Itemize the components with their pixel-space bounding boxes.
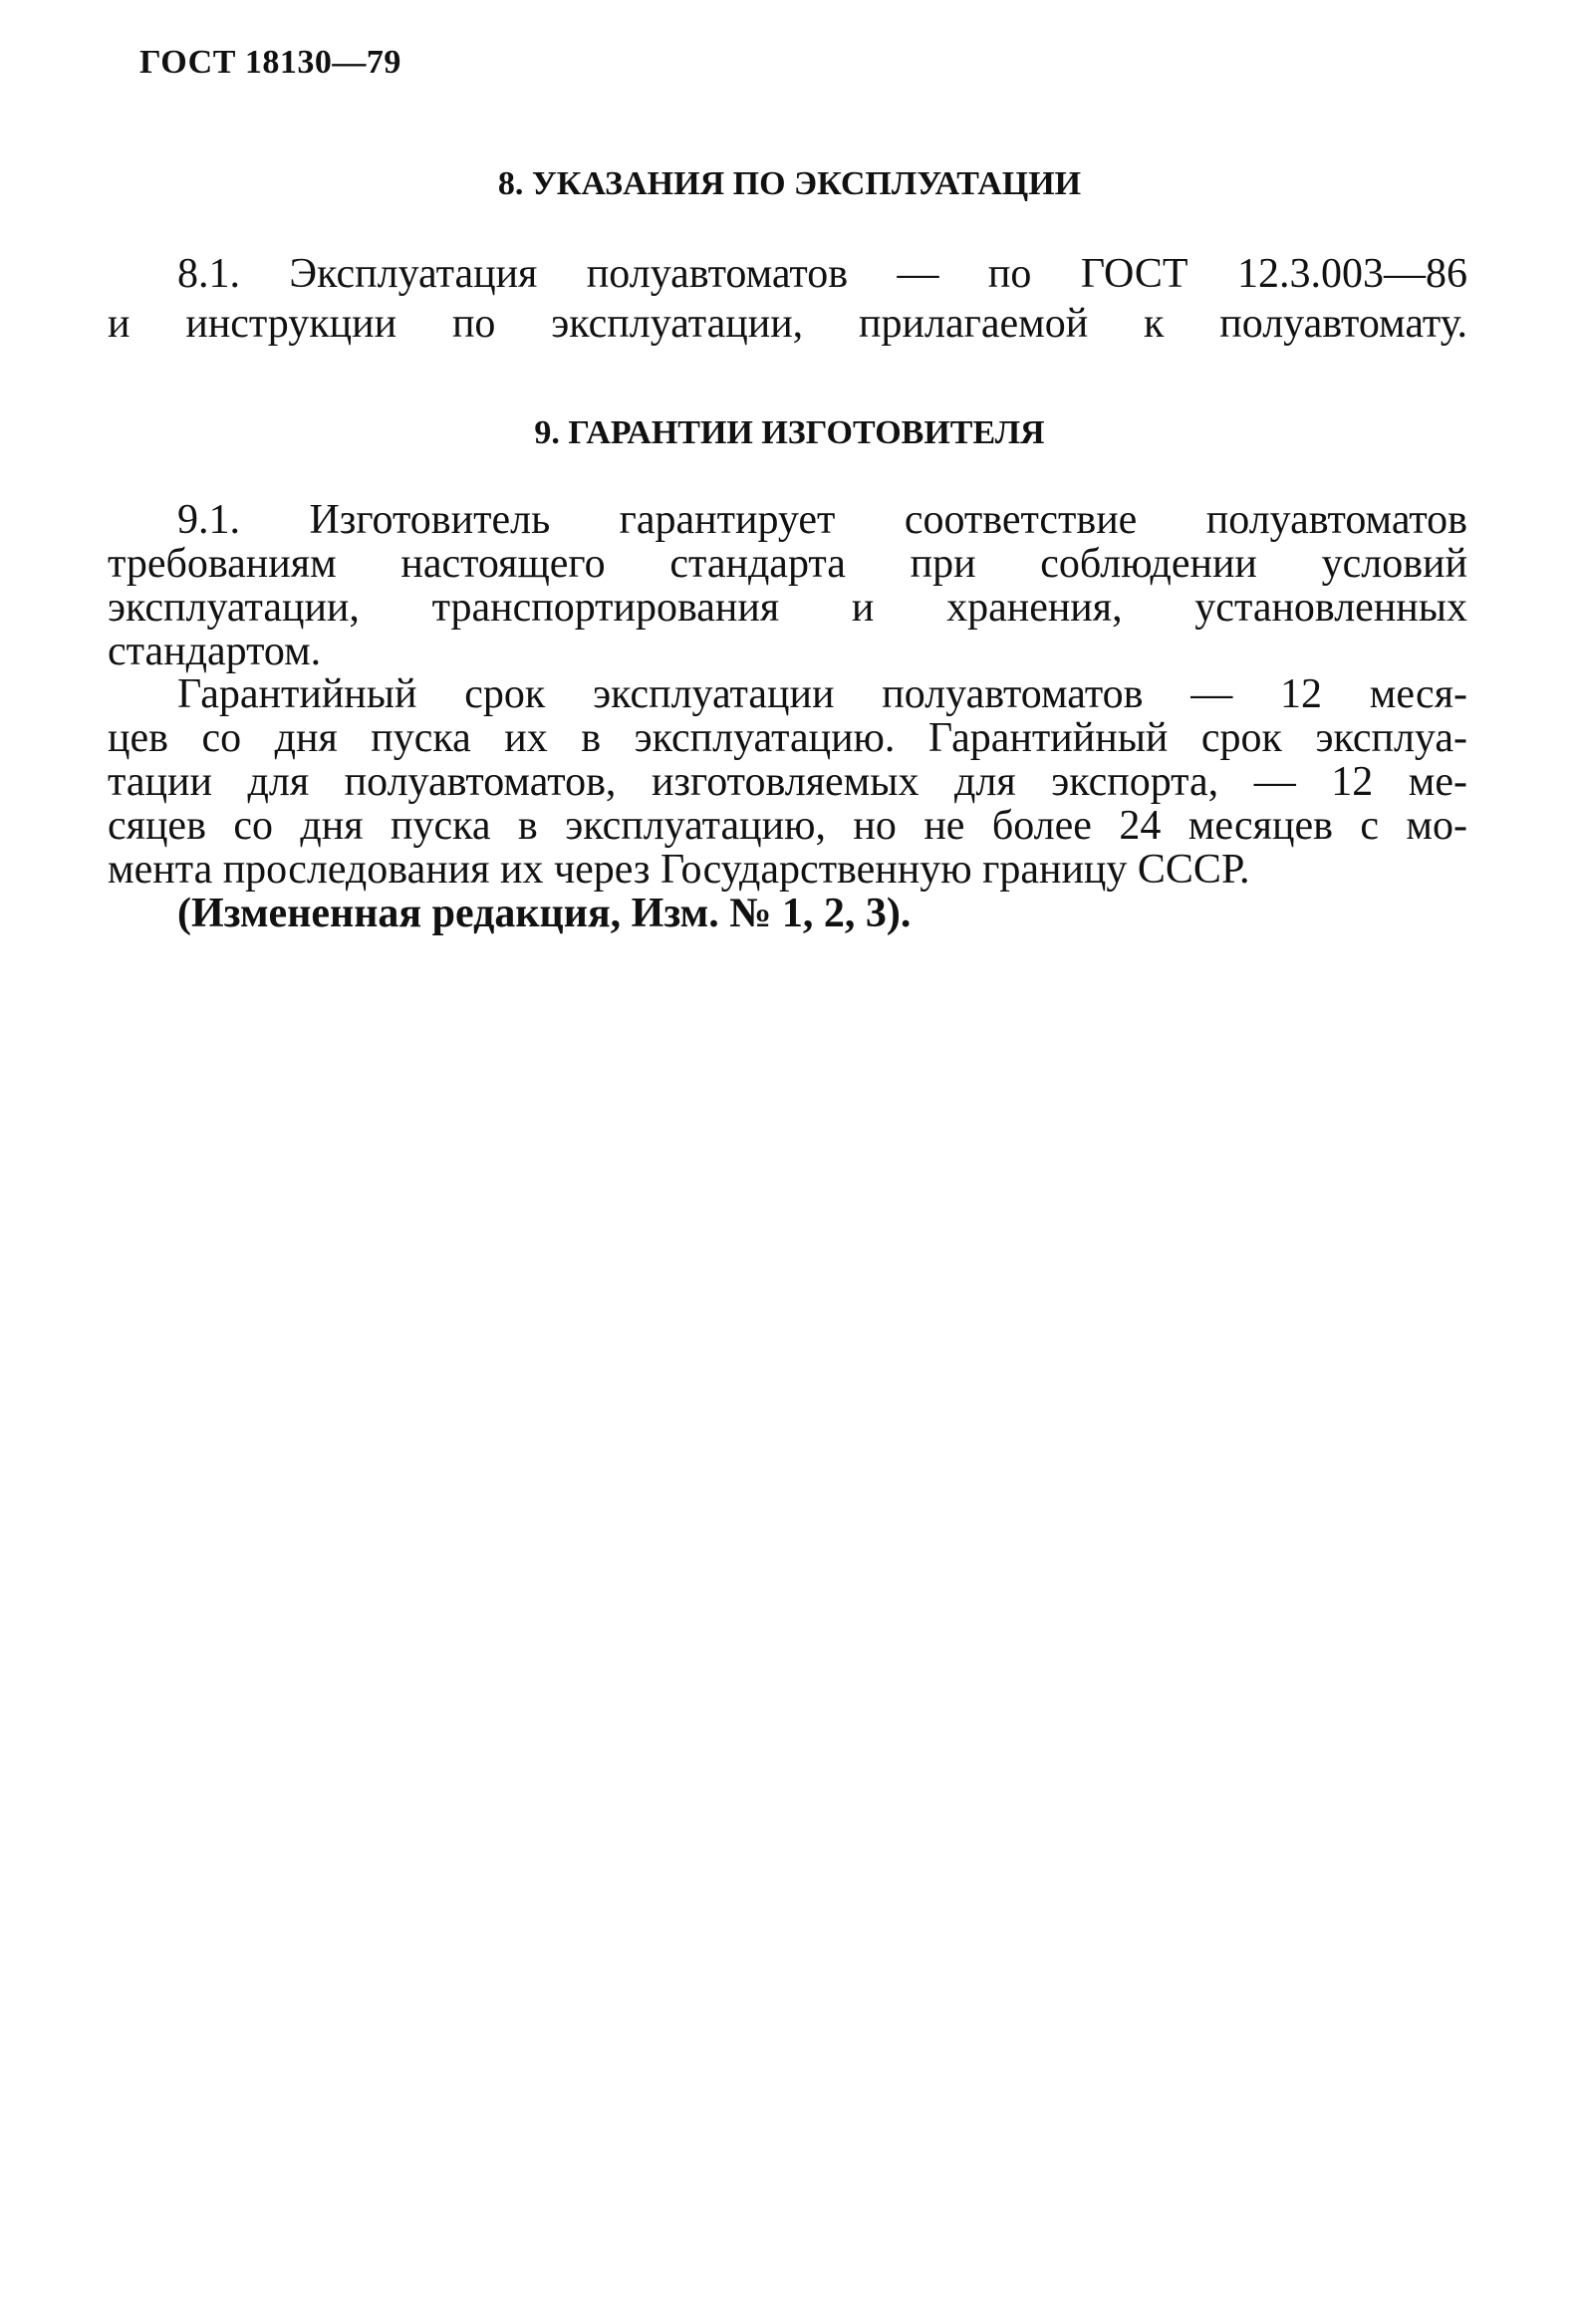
paragraph-line: Гарантийный срок эксплуатации полуавтоматов — 12 меся- bbox=[177, 671, 1467, 717]
section-8-heading: 8. УКАЗАНИЯ ПО ЭКСПЛУАТАЦИИ bbox=[497, 165, 1082, 202]
section-9-heading: 9. ГАРАНТИИ ИЗГОТОВИТЕЛЯ bbox=[534, 414, 1045, 451]
paragraph-line: стандартом. bbox=[108, 629, 322, 674]
paragraph-line: эксплуатации, транспортирования и хранения, установленных bbox=[108, 585, 1467, 631]
paragraph-line: цев со дня пуска их в эксплуатацию. Гарантийный срок эксплуа- bbox=[108, 715, 1467, 761]
paragraph-line: 9.1. Изготовитель гарантирует соответствие полуавтоматов bbox=[177, 497, 1467, 543]
paragraph-9-1 bbox=[108, 498, 1467, 673]
paragraph-line: мента проследования их через Государственную границу СССР. bbox=[108, 847, 1250, 893]
paragraph-8-1 bbox=[108, 249, 1467, 349]
amendment-note-block bbox=[108, 892, 1467, 935]
paragraph-line: 8.1. Эксплуатация полуавтоматов — по ГОСТ 12.3.003—86 bbox=[177, 251, 1467, 297]
amendment-note: (Измененная редакция, Изм. № 1, 2, 3). bbox=[177, 891, 912, 936]
paragraph-line: требованиям настоящего стандарта при соблюдении условий bbox=[108, 541, 1467, 587]
paragraph-line: и инструкции по эксплуатации, прилагаемой к полуавтомату. bbox=[108, 301, 1467, 347]
paragraph-line: тации для полуавтоматов, изготовляемых для экспорта, — 12 ме- bbox=[108, 759, 1467, 805]
paragraph-warranty-term bbox=[108, 672, 1467, 892]
document-header: ГОСТ 18130—79 bbox=[139, 44, 401, 81]
paragraph-line: сяцев со дня пуска в эксплуатацию, но не более 24 месяцев с мо- bbox=[108, 803, 1467, 849]
